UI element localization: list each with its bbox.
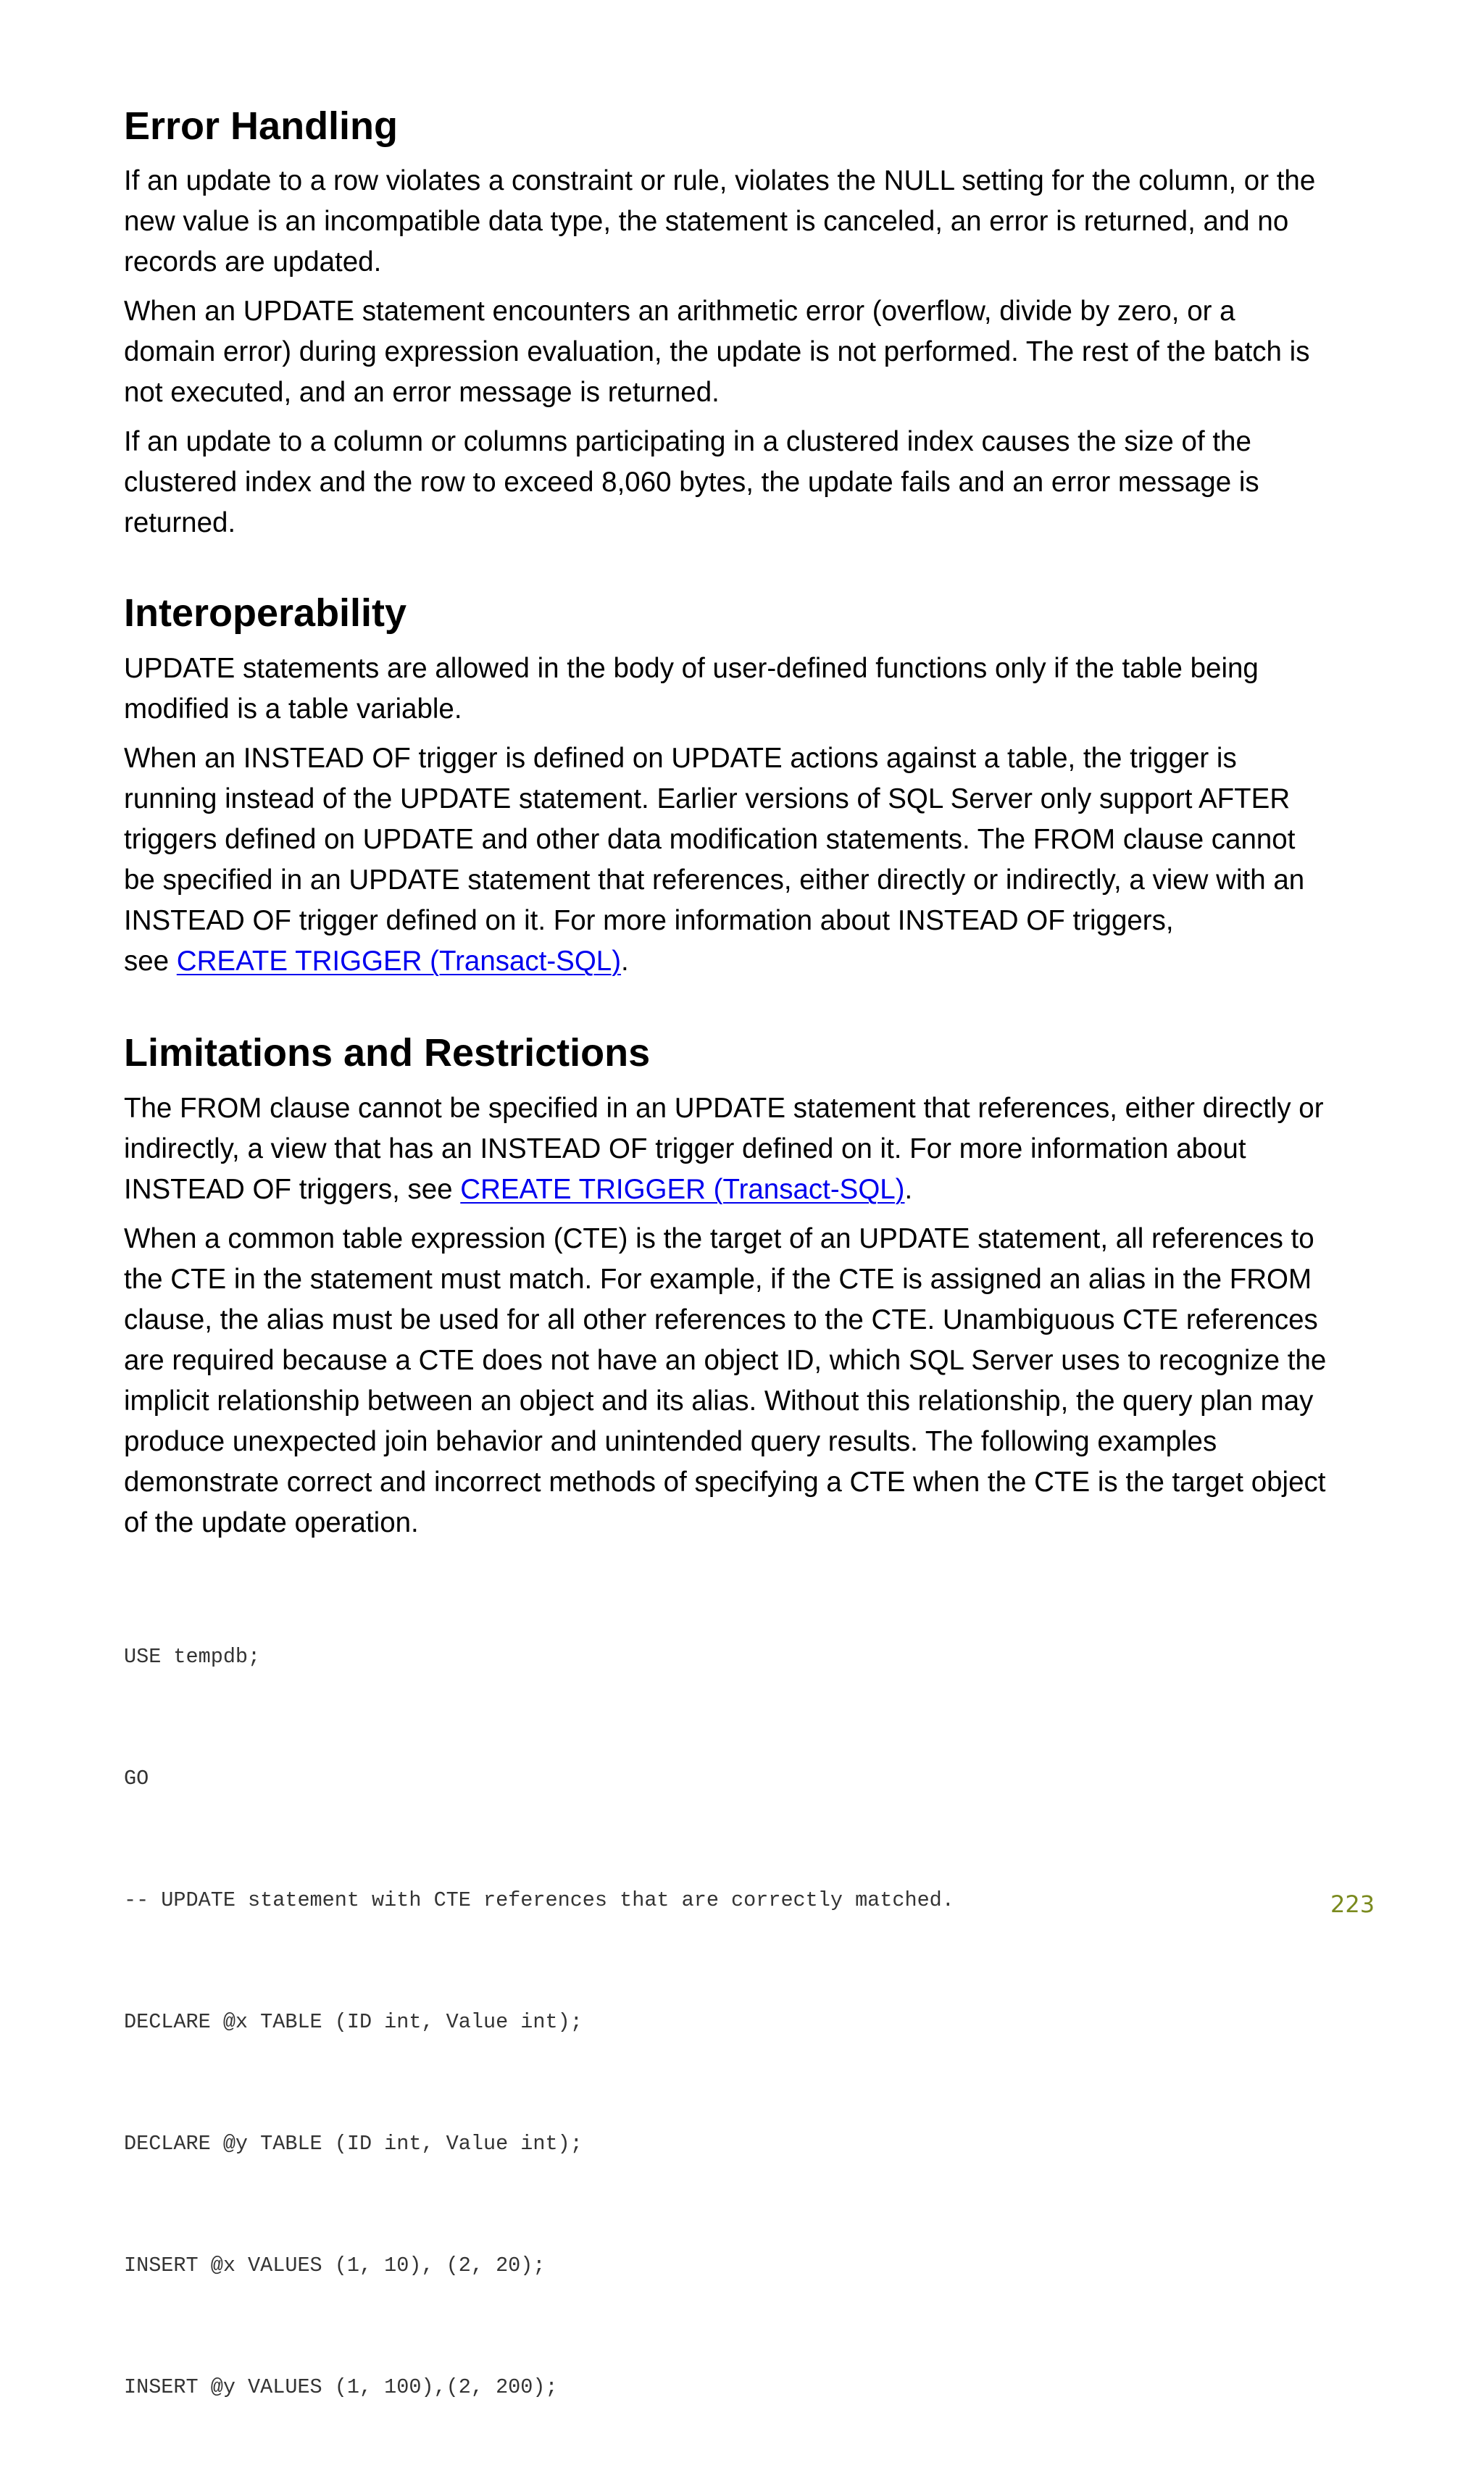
text-line: implicit relationship between an object and its alias. Without this relationship, the query plan may	[124, 1385, 1314, 1417]
text-line: UPDATE statements are allowed in the body of user-defined functions only if the table being	[124, 653, 1259, 684]
paragraph-interop-1	[124, 649, 1370, 730]
code-line: -- UPDATE statement with CTE references that are correctly matched.	[124, 1888, 954, 1912]
page-number: 223	[1330, 1890, 1375, 1918]
paragraph-limitations-1	[124, 1088, 1370, 1210]
text-line: If an update to a column or columns participating in a clustered index causes the size of the	[124, 426, 1251, 457]
code-block	[124, 1556, 954, 2489]
heading-error-handling: Error Handling	[124, 104, 399, 148]
code-line: INSERT @y VALUES (1, 100),(2, 200);	[124, 2375, 558, 2399]
code-line: INSERT @x VALUES (1, 10), (2, 20);	[124, 2254, 546, 2277]
text-line: clustered index and the row to exceed 8,060 bytes, the update fails and an error message is	[124, 467, 1259, 498]
heading-limitations: Limitations and Restrictions	[124, 1031, 651, 1075]
text-line: records are updated.	[124, 246, 382, 278]
link-suffix: .	[904, 1174, 913, 1205]
text-line: running instead of the UPDATE statement. Earlier versions of SQL Server only support AFTER	[124, 783, 1291, 814]
create-trigger-link[interactable]: CREATE TRIGGER (Transact-SQL)	[460, 1174, 905, 1205]
code-line: DECLARE @y TABLE (ID int, Value int);	[124, 2132, 583, 2156]
text-line: When an UPDATE statement encounters an arithmetic error (overflow, divide by zero, or a	[124, 296, 1235, 327]
create-trigger-link[interactable]: CREATE TRIGGER (Transact-SQL)	[176, 946, 622, 977]
text-line: the CTE in the statement must match. For example, if the CTE is assigned an alias in the FROM	[124, 1264, 1312, 1295]
text-line: When a common table expression (CTE) is the target of an UPDATE statement, all references to	[124, 1223, 1314, 1254]
code-line: DECLARE @x TABLE (ID int, Value int);	[124, 2010, 583, 2034]
heading-interoperability: Interoperability	[124, 591, 407, 635]
text-line: of the update operation.	[124, 1507, 419, 1538]
link-prefix: INSTEAD OF triggers, see	[124, 1174, 461, 1205]
text-line: indirectly, a view that has an INSTEAD OF trigger defined on it. For more information about	[124, 1133, 1246, 1164]
text-line: new value is an incompatible data type, the statement is canceled, an error is returned, and no	[124, 206, 1289, 237]
text-line: produce unexpected join behavior and unintended query results. The following examples	[124, 1426, 1217, 1457]
text-line: are required because a CTE does not have an object ID, which SQL Server uses to recognize the	[124, 1345, 1327, 1376]
text-line: demonstrate correct and incorrect methods of specifying a CTE when the CTE is the target object	[124, 1467, 1326, 1498]
text-line: When an INSTEAD OF trigger is defined on UPDATE actions against a table, the trigger is	[124, 743, 1237, 774]
text-line: triggers defined on UPDATE and other data modification statements. The FROM clause cannot	[124, 824, 1296, 855]
link-prefix: see	[124, 946, 177, 977]
paragraph-error-2	[124, 291, 1370, 413]
paragraph-error-1	[124, 161, 1370, 283]
paragraph-interop-2	[124, 738, 1370, 982]
text-line-with-link	[124, 1170, 1370, 1210]
text-line: domain error) during expression evaluation, the update is not performed. The rest of the batch is	[124, 336, 1310, 367]
text-line: If an update to a row violates a constraint or rule, violates the NULL setting for the column, or the	[124, 165, 1316, 196]
text-line: The FROM clause cannot be specified in an UPDATE statement that references, either directly or	[124, 1093, 1324, 1124]
paragraph-limitations-2	[124, 1219, 1370, 1543]
text-line-with-link	[124, 941, 1370, 982]
text-line: clause, the alias must be used for all other references to the CTE. Unambiguous CTE references	[124, 1304, 1318, 1335]
text-line: returned.	[124, 507, 236, 538]
text-line: modified is a table variable.	[124, 693, 462, 725]
code-line: GO	[124, 1767, 149, 1790]
link-suffix: .	[621, 946, 629, 977]
text-line: INSTEAD OF trigger defined on it. For more information about INSTEAD OF triggers,	[124, 905, 1174, 936]
text-line: be specified in an UPDATE statement that references, either directly or indirectly, a view with an	[124, 864, 1305, 896]
code-line: USE tempdb;	[124, 1645, 261, 1669]
paragraph-error-3	[124, 422, 1370, 543]
text-line: not executed, and an error message is returned.	[124, 377, 720, 408]
